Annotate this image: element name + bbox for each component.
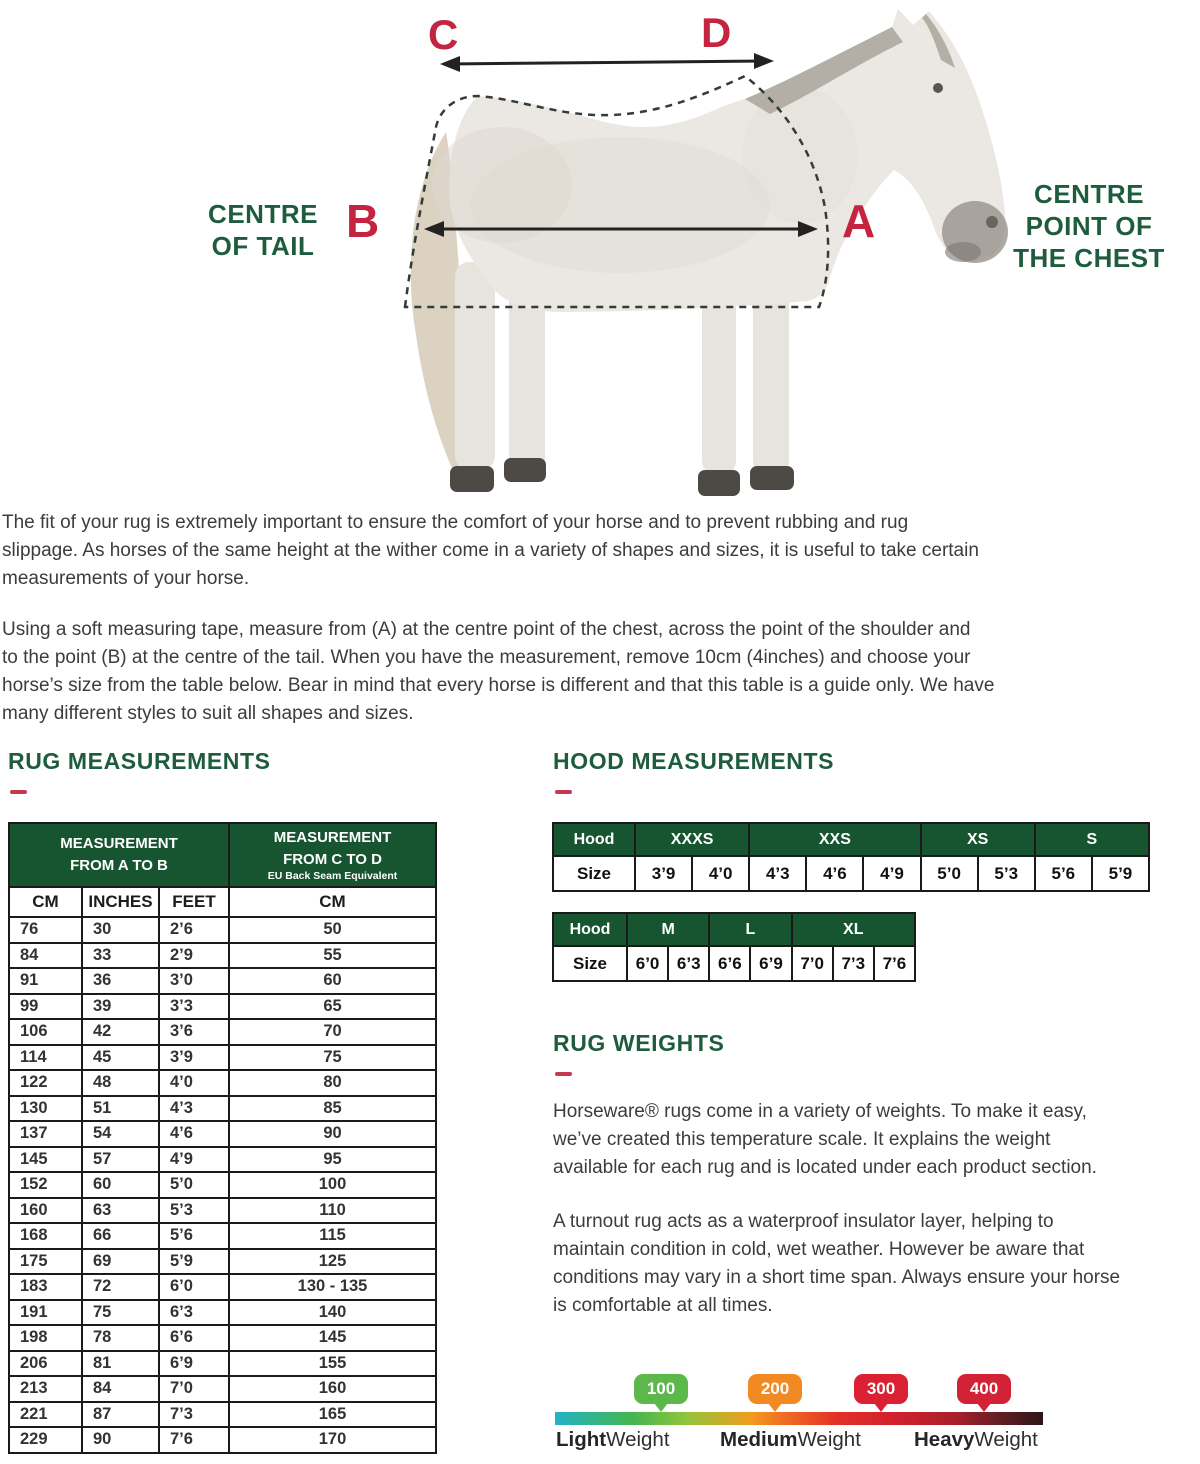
hood-size-value: 5’0: [921, 856, 978, 891]
point-label-d: D: [701, 9, 732, 56]
hood-size-group-xs: XS: [921, 823, 1035, 856]
rug-measurement-row: [9, 1198, 436, 1224]
rug-measurement-cell: 2’9: [159, 943, 229, 969]
point-label-b: B: [346, 195, 380, 247]
centre-point-of-chest-label: CENTRE POINT OF THE CHEST: [1013, 179, 1165, 274]
rug-weights-paragraph-2: A turnout rug acts as a waterproof insulator layer, helping to maintain condition in cold, wet weather. However be aware that conditions may vary in a short time span. Always ensure your horse is comfortable at all times.: [553, 1211, 1121, 1316]
rug-measurement-cell: 2’6: [159, 917, 229, 943]
rug-measurement-row: [9, 943, 436, 969]
hood-measurements-table-2: [552, 912, 916, 982]
rug-measurement-cell: 54: [82, 1121, 159, 1147]
title-accent-dash: [555, 790, 572, 794]
rug-measurement-cell: 5’0: [159, 1172, 229, 1198]
hood-size-group-l: L: [709, 913, 791, 946]
rug-measurement-cell: 229: [9, 1427, 82, 1453]
hood-size-value: 7’0: [792, 946, 833, 981]
rug-measurement-cell: 191: [9, 1300, 82, 1326]
rug-measurement-cell: 165: [229, 1402, 436, 1428]
rug-measurement-cell: 130 - 135: [229, 1274, 436, 1300]
rug-measurement-cell: 95: [229, 1147, 436, 1173]
rug-measurement-row: [9, 1019, 436, 1045]
rug-measurement-cell: 106: [9, 1019, 82, 1045]
rug-measurement-cell: 6’3: [159, 1300, 229, 1326]
rug-measurement-cell: 3’3: [159, 994, 229, 1020]
rug-measurement-cell: 115: [229, 1223, 436, 1249]
centre-of-tail-label: CENTRE OF TAIL: [208, 199, 318, 262]
rug-measurement-cell: 76: [9, 917, 82, 943]
rug-measurement-cell: 85: [229, 1096, 436, 1122]
rug-measurement-cell: 99: [9, 994, 82, 1020]
rug-measurement-row: [9, 1070, 436, 1096]
hood-size-value: 6’3: [668, 946, 709, 981]
hood-size-group-s: S: [1035, 823, 1149, 856]
rug-weights-paragraph-1: Horseware® rugs come in a variety of weights. To make it easy, we’ve created this temperature scale. It explains the weight available for each rug and is located under each product section.: [553, 1101, 1097, 1178]
rug-measurement-row: [9, 968, 436, 994]
rug-measurement-cell: 7’0: [159, 1376, 229, 1402]
hood-size-value: 6’0: [627, 946, 668, 981]
hood-size-label: Size: [553, 856, 635, 891]
rug-measurement-cell: 114: [9, 1045, 82, 1071]
rug-measurement-cell: 183: [9, 1274, 82, 1300]
rug-measurement-cell: 6’0: [159, 1274, 229, 1300]
rug-measurement-cell: 4’3: [159, 1096, 229, 1122]
rug-measurement-cell: 39: [82, 994, 159, 1020]
hood-size-value: 5’6: [1035, 856, 1092, 891]
eu-back-seam-note: EU Back Seam Equivalent: [267, 869, 398, 882]
hood-size-value: 4’3: [749, 856, 806, 891]
hood-size-value: 6’9: [750, 946, 791, 981]
hood-size-group-row: [553, 913, 915, 946]
column-header-inches: INCHES: [82, 887, 159, 917]
column-header-cm: CM: [9, 887, 82, 917]
rug-measurements-title: RUG MEASUREMENTS: [8, 748, 271, 774]
rug-measurement-cell: 5’3: [159, 1198, 229, 1224]
hood-size-group-xl: XL: [792, 913, 915, 946]
horse-hoof: [450, 466, 494, 492]
rug-measurement-cell: 160: [229, 1376, 436, 1402]
point-label-a: A: [842, 195, 876, 247]
rug-measurement-row: [9, 1427, 436, 1453]
hood-size-values-row: [553, 856, 1149, 891]
column-header-cm-cd: CM: [229, 887, 436, 917]
rug-measurement-cell: 66: [82, 1223, 159, 1249]
rug-measurements-table: [8, 822, 437, 1454]
hood-size-value: 4’6: [806, 856, 863, 891]
hood-size-values-row: [553, 946, 915, 981]
rug-measurement-cell: 110: [229, 1198, 436, 1224]
hood-corner-label: Hood: [553, 823, 635, 856]
rug-measurement-cell: 60: [229, 968, 436, 994]
rug-measurement-cell: 145: [9, 1147, 82, 1173]
rug-measurement-cell: 7’6: [159, 1427, 229, 1453]
rug-measurement-cell: 198: [9, 1325, 82, 1351]
rug-measurement-cell: 152: [9, 1172, 82, 1198]
rug-measurement-cell: 57: [82, 1147, 159, 1173]
rug-measurement-cell: 206: [9, 1351, 82, 1377]
rug-measurement-cell: 137: [9, 1121, 82, 1147]
rug-measurement-row: [9, 1172, 436, 1198]
rug-measurement-cell: 84: [9, 943, 82, 969]
hood-measurements-table-1: [552, 822, 1150, 892]
rug-measurement-cell: 213: [9, 1376, 82, 1402]
rug-measurement-cell: 50: [229, 917, 436, 943]
rug-measurement-cell: 69: [82, 1249, 159, 1275]
rug-measurement-row: [9, 1402, 436, 1428]
rug-measurement-cell: 90: [229, 1121, 436, 1147]
rug-measurement-cell: 45: [82, 1045, 159, 1071]
hood-size-value: 4’9: [863, 856, 920, 891]
weight-label-mediumweight: MediumWeight: [720, 1428, 861, 1451]
hood-measurements-title: HOOD MEASUREMENTS: [553, 748, 835, 774]
hood-size-value: 6’6: [709, 946, 750, 981]
rug-measurement-row: [9, 994, 436, 1020]
rug-measurement-cell: 4’0: [159, 1070, 229, 1096]
hood-size-label: Size: [553, 946, 627, 981]
rug-measurement-cell: 170: [229, 1427, 436, 1453]
horse-eye: [933, 83, 943, 93]
rug-measurement-cell: 33: [82, 943, 159, 969]
rug-measurement-cell: 75: [82, 1300, 159, 1326]
rug-measurement-cell: 7’3: [159, 1402, 229, 1428]
rug-measurement-cell: 36: [82, 968, 159, 994]
horse-hoof: [750, 466, 794, 490]
rug-measurement-row: [9, 1045, 436, 1071]
rug-measurement-cell: 60: [82, 1172, 159, 1198]
hood-size-value: 7’3: [833, 946, 874, 981]
horse-hoof: [504, 458, 546, 482]
rug-measurement-cell: 100: [229, 1172, 436, 1198]
rug-measurement-cell: 80: [229, 1070, 436, 1096]
rug-measurement-cell: 221: [9, 1402, 82, 1428]
horse-front-leg: [753, 286, 789, 474]
horse-hind-leg: [455, 262, 495, 470]
hood-size-value: 7’6: [874, 946, 915, 981]
hood-size-group-xxs: XXS: [749, 823, 920, 856]
hood-size-value: 5’3: [978, 856, 1035, 891]
rug-measurement-cell: 48: [82, 1070, 159, 1096]
rug-measurement-cell: 30: [82, 917, 159, 943]
rug-measurement-row: [9, 1147, 436, 1173]
rug-measurement-cell: 84: [82, 1376, 159, 1402]
intro-paragraph-2: Using a soft measuring tape, measure from (A) at the centre point of the chest, across the point of the shoulder and to the point (B) at the centre of the tail. When you have the measurement, remove 10cm (4inches) and choose your horse’s size from the table below. Bear in mind that every horse is different and that this table is a guide only. We have many different styles to suit all shapes and sizes.: [2, 619, 995, 724]
rug-measurement-cell: 140: [229, 1300, 436, 1326]
rug-measurement-cell: 6’9: [159, 1351, 229, 1377]
rug-measurement-cell: 4’6: [159, 1121, 229, 1147]
rug-measurement-cell: 51: [82, 1096, 159, 1122]
rug-measurement-cell: 55: [229, 943, 436, 969]
weight-marker-400: 400: [957, 1374, 1011, 1404]
temperature-gradient-bar: [555, 1412, 1043, 1425]
rug-measurement-row: [9, 1223, 436, 1249]
rug-measurement-cell: 72: [82, 1274, 159, 1300]
rug-measurement-cell: 75: [229, 1045, 436, 1071]
rug-measurement-cell: 168: [9, 1223, 82, 1249]
rug-weights-title: RUG WEIGHTS: [553, 1030, 725, 1056]
rug-measurement-cell: 130: [9, 1096, 82, 1122]
hood-size-group-m: M: [627, 913, 709, 946]
weight-label-heavyweight: HeavyWeight: [914, 1428, 1038, 1451]
point-label-c: C: [428, 11, 459, 58]
rug-measurement-cell: 63: [82, 1198, 159, 1224]
rug-measurement-cell: 78: [82, 1325, 159, 1351]
header-measurement-a-to-b: MEASUREMENT FROM A TO B: [9, 823, 229, 887]
horse-nostril: [986, 216, 998, 228]
rug-measurement-cell: 5’6: [159, 1223, 229, 1249]
rug-measurement-cell: 3’9: [159, 1045, 229, 1071]
rug-measurement-cell: 160: [9, 1198, 82, 1224]
rug-measurement-row: [9, 1249, 436, 1275]
right-column: [552, 748, 1196, 1464]
rug-measurement-cell: 90: [82, 1427, 159, 1453]
title-accent-dash: [10, 790, 27, 794]
rug-measurement-cell: 81: [82, 1351, 159, 1377]
rug-measurement-row: [9, 1325, 436, 1351]
column-header-feet: FEET: [159, 887, 229, 917]
title-accent-dash: [555, 1072, 572, 1076]
weight-label-lightweight: LightWeight: [556, 1428, 670, 1451]
table-column-header-row: [9, 887, 436, 917]
rug-measurement-row: [9, 1274, 436, 1300]
rug-measurement-cell: 5’9: [159, 1249, 229, 1275]
table-group-header-row: [9, 823, 436, 887]
rug-measurement-cell: 3’0: [159, 968, 229, 994]
rug-measurement-cell: 87: [82, 1402, 159, 1428]
rug-measurement-cell: 6’6: [159, 1325, 229, 1351]
rug-measurement-row: [9, 1300, 436, 1326]
rug-measurement-cell: 91: [9, 968, 82, 994]
weight-marker-100: 100: [634, 1374, 688, 1404]
rug-measurement-cell: 122: [9, 1070, 82, 1096]
rug-measurement-cell: 70: [229, 1019, 436, 1045]
rug-measurement-cell: 175: [9, 1249, 82, 1275]
hood-size-value: 4’0: [692, 856, 749, 891]
hood-size-value: 3’9: [635, 856, 692, 891]
weight-marker-300: 300: [854, 1374, 908, 1404]
rug-measurement-cell: 3’6: [159, 1019, 229, 1045]
rug-measurement-cell: 145: [229, 1325, 436, 1351]
rug-measurement-row: [9, 1351, 436, 1377]
rug-measurement-row: [9, 917, 436, 943]
rug-measurement-row: [9, 1376, 436, 1402]
rug-measurement-cell: 42: [82, 1019, 159, 1045]
rug-weight-temperature-scale: [552, 1368, 1196, 1460]
horse-front-leg: [702, 282, 736, 474]
hood-corner-label: Hood: [553, 913, 627, 946]
rug-measurement-row: [9, 1121, 436, 1147]
rug-measurement-cell: 125: [229, 1249, 436, 1275]
intro-paragraph-1: The fit of your rug is extremely important to ensure the comfort of your horse and to prevent rubbing and rug slippage. As horses of the same height at the wither come in a variety of shapes and sizes, it is useful to take certain measurements of your horse.: [2, 512, 979, 589]
rug-measurement-row: [9, 1096, 436, 1122]
rug-measurement-cell: 155: [229, 1351, 436, 1377]
header-measurement-c-to-d: MEASUREMENT FROM C TO D EU Back Seam Equivalent: [229, 823, 436, 887]
hood-size-group-row: [553, 823, 1149, 856]
hood-size-group-xxxs: XXXS: [635, 823, 749, 856]
hood-size-value: 5’9: [1092, 856, 1149, 891]
horse-measurement-diagram: [0, 0, 1200, 505]
horse-hoof: [698, 470, 740, 496]
rug-measurement-cell: 65: [229, 994, 436, 1020]
rug-measurement-cell: 4’9: [159, 1147, 229, 1173]
weight-marker-200: 200: [748, 1374, 802, 1404]
